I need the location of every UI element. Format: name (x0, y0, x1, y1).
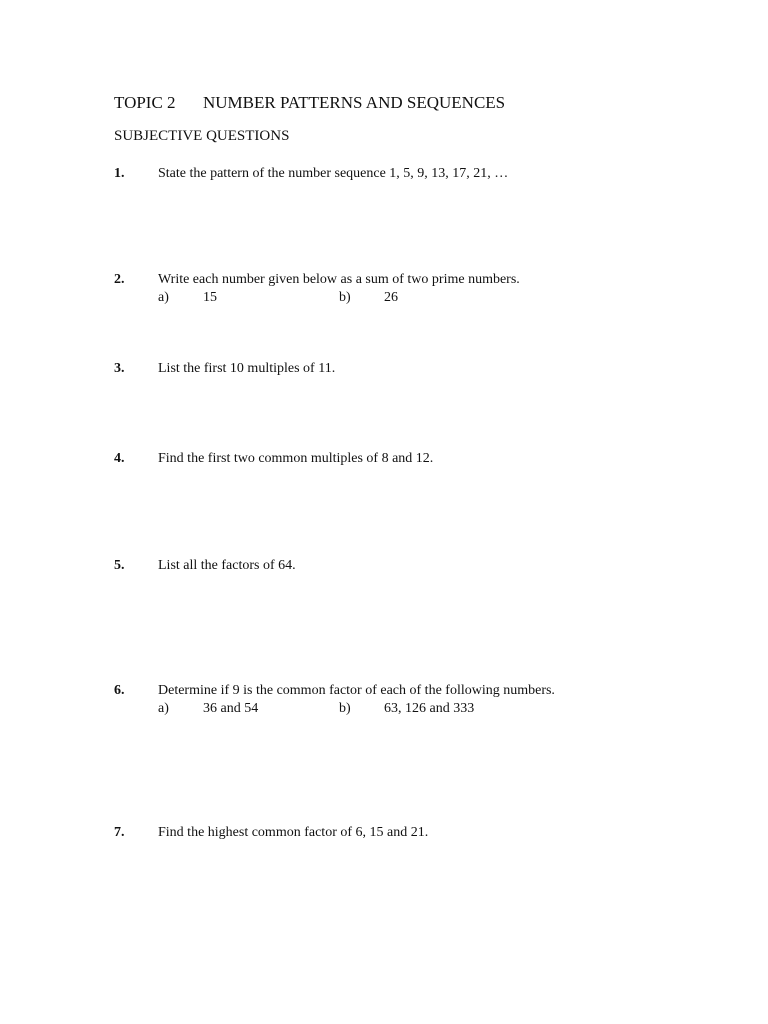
question-6-part-b-label: b) (339, 701, 351, 716)
question-1-text: State the pattern of the number sequence 1, 5, 9, 13, 17, 21, … (158, 166, 509, 181)
topic-label: TOPIC 2 (114, 93, 176, 112)
question-6-part-b-value: 63, 126 and 333 (384, 701, 475, 716)
question-2-part-a-value: 15 (203, 290, 217, 305)
question-6-part-a-label: a) (158, 701, 169, 716)
question-2-part-b-value: 26 (384, 290, 398, 305)
question-6-text: Determine if 9 is the common factor of each of the following numbers. (158, 683, 555, 698)
question-6-part-a-value: 36 and 54 (203, 701, 259, 716)
question-6-number: 6. (114, 683, 125, 698)
question-4-text: Find the first two common multiples of 8 and 12. (158, 451, 434, 466)
question-2-part-a-label: a) (158, 290, 169, 305)
question-2-number: 2. (114, 272, 125, 287)
question-3-number: 3. (114, 361, 125, 376)
question-4-number: 4. (114, 451, 125, 466)
question-5-number: 5. (114, 558, 125, 573)
question-2-text: Write each number given below as a sum of two prime numbers. (158, 272, 520, 287)
question-5-text: List all the factors of 64. (158, 558, 296, 573)
section-heading: SUBJECTIVE QUESTIONS (114, 128, 290, 144)
question-1-number: 1. (114, 166, 125, 181)
topic-title: NUMBER PATTERNS AND SEQUENCES (203, 93, 506, 112)
question-3-text: List the first 10 multiples of 11. (158, 361, 336, 376)
question-7-number: 7. (114, 825, 125, 840)
question-2-part-b-label: b) (339, 290, 351, 305)
question-7-text: Find the highest common factor of 6, 15 and 21. (158, 825, 429, 840)
